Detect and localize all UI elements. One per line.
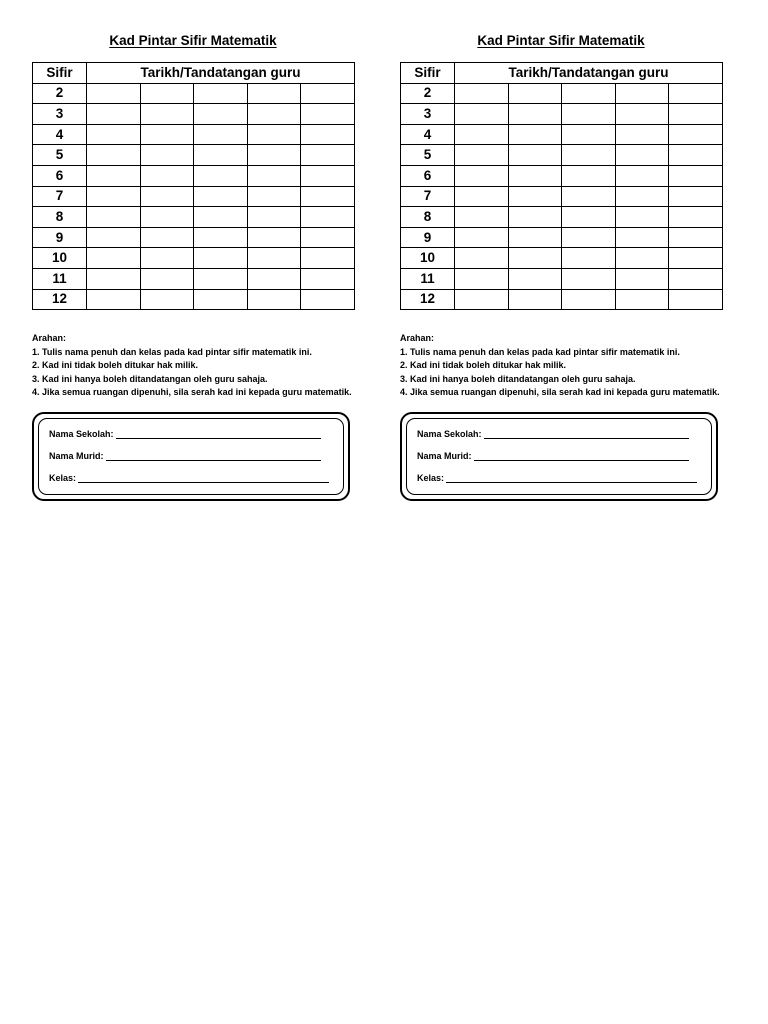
instructions xyxy=(32,332,354,400)
card-title xyxy=(400,32,722,52)
signature-cell[interactable] xyxy=(140,227,194,248)
signature-cell[interactable] xyxy=(455,268,509,289)
signature-cell[interactable] xyxy=(455,83,509,104)
signature-cell[interactable] xyxy=(669,104,723,125)
signature-cell[interactable] xyxy=(87,124,141,145)
signature-cell[interactable] xyxy=(455,227,509,248)
signature-cell[interactable] xyxy=(194,186,248,207)
signature-cell[interactable] xyxy=(508,289,562,310)
school-name-line[interactable] xyxy=(116,429,321,439)
signature-cell[interactable] xyxy=(87,268,141,289)
signature-cell[interactable] xyxy=(87,248,141,269)
instruction-item xyxy=(400,373,722,387)
school-name-label: Nama Sekolah: xyxy=(417,428,482,439)
sifir-number: 5 xyxy=(33,145,87,166)
table-row xyxy=(401,186,723,207)
signature-cell[interactable] xyxy=(562,268,616,289)
signature-cell[interactable] xyxy=(455,165,509,186)
signature-cell[interactable] xyxy=(669,207,723,228)
instructions-list xyxy=(400,346,722,400)
sifir-number: 11 xyxy=(33,268,87,289)
instruction-text: Kad ini hanya boleh ditandatangan oleh guru sahaja. xyxy=(42,373,268,384)
signature-cell[interactable] xyxy=(615,186,669,207)
sifir-number: 10 xyxy=(33,248,87,269)
card-title-text: Kad Pintar Sifir Matematik xyxy=(109,33,277,48)
signature-cell[interactable] xyxy=(247,207,301,228)
instructions-list xyxy=(32,346,354,400)
signature-cell[interactable] xyxy=(87,289,141,310)
signature-cell[interactable] xyxy=(140,268,194,289)
signature-cell[interactable] xyxy=(508,186,562,207)
instruction-number: 2. xyxy=(400,360,408,371)
signature-cell[interactable] xyxy=(455,207,509,228)
table-row xyxy=(401,248,723,269)
signature-cell[interactable] xyxy=(508,248,562,269)
signature-cell[interactable] xyxy=(87,83,141,104)
signature-cell[interactable] xyxy=(301,248,355,269)
signature-cell[interactable] xyxy=(247,165,301,186)
signature-cell[interactable] xyxy=(615,268,669,289)
sifir-number: 2 xyxy=(401,83,455,104)
signature-cell[interactable] xyxy=(615,207,669,228)
table-header-row xyxy=(33,63,355,84)
table-row xyxy=(401,104,723,125)
school-name-line[interactable] xyxy=(484,429,689,439)
class-field[interactable] xyxy=(49,473,329,483)
signature-cell[interactable] xyxy=(194,145,248,166)
signature-cell[interactable] xyxy=(87,186,141,207)
sifir-header: Sifir xyxy=(401,63,455,84)
signature-cell[interactable] xyxy=(140,104,194,125)
signature-cell[interactable] xyxy=(301,83,355,104)
table-row xyxy=(401,124,723,145)
table-row xyxy=(401,145,723,166)
sifir-number: 9 xyxy=(33,227,87,248)
signature-cell[interactable] xyxy=(455,145,509,166)
signature-cell[interactable] xyxy=(669,289,723,310)
signature-cell[interactable] xyxy=(508,207,562,228)
signature-cell[interactable] xyxy=(669,165,723,186)
signature-cell[interactable] xyxy=(562,248,616,269)
signature-cell[interactable] xyxy=(562,207,616,228)
signature-cell[interactable] xyxy=(562,165,616,186)
signature-cell[interactable] xyxy=(247,104,301,125)
instruction-item xyxy=(32,359,354,373)
signature-cell[interactable] xyxy=(140,124,194,145)
instruction-number: 4. xyxy=(400,387,408,398)
signature-cell[interactable] xyxy=(455,248,509,269)
signature-cell[interactable] xyxy=(508,268,562,289)
instruction-item xyxy=(32,373,354,387)
signature-cell[interactable] xyxy=(301,165,355,186)
signature-cell[interactable] xyxy=(140,186,194,207)
signature-cell[interactable] xyxy=(301,186,355,207)
signature-cell[interactable] xyxy=(615,289,669,310)
signature-cell[interactable] xyxy=(194,124,248,145)
instruction-item xyxy=(400,386,722,400)
signature-cell[interactable] xyxy=(194,248,248,269)
class-label: Kelas: xyxy=(417,472,445,483)
signature-cell[interactable] xyxy=(247,289,301,310)
signature-cell[interactable] xyxy=(669,186,723,207)
signature-cell[interactable] xyxy=(508,104,562,125)
signature-cell[interactable] xyxy=(615,104,669,125)
signature-cell[interactable] xyxy=(301,124,355,145)
signature-cell[interactable] xyxy=(301,145,355,166)
table-row xyxy=(33,186,355,207)
signature-cell[interactable] xyxy=(615,248,669,269)
sifir-number: 11 xyxy=(401,268,455,289)
table-row xyxy=(401,165,723,186)
signature-cell[interactable] xyxy=(301,268,355,289)
signature-cell[interactable] xyxy=(247,227,301,248)
table-row xyxy=(401,83,723,104)
student-name-line[interactable] xyxy=(474,451,689,461)
signature-cell[interactable] xyxy=(301,207,355,228)
signature-cell[interactable] xyxy=(194,289,248,310)
table-row xyxy=(33,124,355,145)
times-table-grid xyxy=(32,62,355,310)
signature-cell[interactable] xyxy=(87,165,141,186)
student-info-box xyxy=(32,412,350,501)
signature-cell[interactable] xyxy=(615,165,669,186)
table-row xyxy=(401,289,723,310)
table-row xyxy=(33,289,355,310)
signature-cell[interactable] xyxy=(247,268,301,289)
signature-cell[interactable] xyxy=(247,248,301,269)
times-table-grid xyxy=(400,62,723,310)
signature-cell[interactable] xyxy=(87,207,141,228)
instruction-item xyxy=(400,359,722,373)
class-line[interactable] xyxy=(446,473,697,483)
class-label: Kelas: xyxy=(49,472,77,483)
signature-cell[interactable] xyxy=(247,124,301,145)
sifir-header: Sifir xyxy=(33,63,87,84)
sifir-number: 6 xyxy=(33,165,87,186)
signature-cell[interactable] xyxy=(615,227,669,248)
sifir-number: 7 xyxy=(33,186,87,207)
signature-cell[interactable] xyxy=(301,227,355,248)
signature-cell[interactable] xyxy=(508,227,562,248)
class-line[interactable] xyxy=(78,473,329,483)
sifir-number: 5 xyxy=(401,145,455,166)
instruction-text: Kad ini hanya boleh ditandatangan oleh guru sahaja. xyxy=(410,373,636,384)
signature-cell[interactable] xyxy=(562,145,616,166)
table-row xyxy=(401,268,723,289)
signature-cell[interactable] xyxy=(562,186,616,207)
signature-cell[interactable] xyxy=(562,83,616,104)
instruction-number: 3. xyxy=(400,373,408,384)
signature-cell[interactable] xyxy=(140,207,194,228)
signature-cell[interactable] xyxy=(615,145,669,166)
student-name-line[interactable] xyxy=(106,451,321,461)
signature-cell[interactable] xyxy=(140,248,194,269)
sifir-number: 7 xyxy=(401,186,455,207)
card-title xyxy=(32,32,354,52)
student-info-inner-border xyxy=(406,418,712,495)
school-name-label: Nama Sekolah: xyxy=(49,428,114,439)
signature-cell[interactable] xyxy=(508,124,562,145)
signature-cell[interactable] xyxy=(87,227,141,248)
instruction-number: 1. xyxy=(400,346,408,357)
signature-cell[interactable] xyxy=(562,104,616,125)
school-name-field[interactable] xyxy=(49,429,321,439)
signature-cell[interactable] xyxy=(194,227,248,248)
signature-cell[interactable] xyxy=(140,83,194,104)
sifir-number: 6 xyxy=(401,165,455,186)
signature-cell[interactable] xyxy=(562,227,616,248)
student-name-field[interactable] xyxy=(49,451,321,461)
signature-header: Tarikh/Tandatangan guru xyxy=(87,63,355,84)
signature-cell[interactable] xyxy=(247,83,301,104)
signature-cell[interactable] xyxy=(301,104,355,125)
table-row xyxy=(33,248,355,269)
signature-cell[interactable] xyxy=(194,83,248,104)
student-info-inner-border xyxy=(38,418,344,495)
instruction-text: Kad ini tidak boleh ditukar hak milik. xyxy=(410,360,567,371)
signature-cell[interactable] xyxy=(194,268,248,289)
instruction-number: 2. xyxy=(32,360,40,371)
signature-cell[interactable] xyxy=(669,227,723,248)
instruction-number: 3. xyxy=(32,373,40,384)
signature-cell[interactable] xyxy=(669,248,723,269)
sifir-number: 10 xyxy=(401,248,455,269)
signature-cell[interactable] xyxy=(194,165,248,186)
signature-cell[interactable] xyxy=(455,186,509,207)
instruction-text: Jika semua ruangan dipenuhi, sila serah kad ini kepada guru matematik. xyxy=(42,387,352,398)
instruction-number: 1. xyxy=(32,346,40,357)
signature-cell[interactable] xyxy=(140,289,194,310)
table-row xyxy=(33,145,355,166)
signature-cell[interactable] xyxy=(455,289,509,310)
table-row xyxy=(33,268,355,289)
sifir-number: 2 xyxy=(33,83,87,104)
table-row xyxy=(33,104,355,125)
smart-card-left xyxy=(32,32,354,501)
signature-cell[interactable] xyxy=(87,145,141,166)
student-name-field[interactable] xyxy=(417,451,689,461)
table-row xyxy=(33,83,355,104)
signature-cell[interactable] xyxy=(562,124,616,145)
table-row xyxy=(33,165,355,186)
table-row xyxy=(401,227,723,248)
sifir-number: 12 xyxy=(401,289,455,310)
instruction-text: Tulis nama penuh dan kelas pada kad pintar sifir matematik ini. xyxy=(410,346,680,357)
instructions-heading: Arahan: xyxy=(400,333,435,344)
signature-cell[interactable] xyxy=(455,124,509,145)
sifir-number: 3 xyxy=(33,104,87,125)
signature-cell[interactable] xyxy=(615,124,669,145)
signature-cell[interactable] xyxy=(247,145,301,166)
signature-cell[interactable] xyxy=(301,289,355,310)
sifir-number: 4 xyxy=(33,124,87,145)
signature-cell[interactable] xyxy=(669,145,723,166)
instruction-item xyxy=(400,346,722,360)
table-header-row xyxy=(401,63,723,84)
instructions xyxy=(400,332,722,400)
signature-header: Tarikh/Tandatangan guru xyxy=(455,63,723,84)
instruction-item xyxy=(32,386,354,400)
class-field[interactable] xyxy=(417,473,697,483)
instruction-text: Kad ini tidak boleh ditukar hak milik. xyxy=(42,360,199,371)
signature-cell[interactable] xyxy=(455,104,509,125)
signature-cell[interactable] xyxy=(615,83,669,104)
signature-cell[interactable] xyxy=(87,104,141,125)
signature-cell[interactable] xyxy=(247,186,301,207)
student-name-label: Nama Murid: xyxy=(49,450,104,461)
instructions-heading: Arahan: xyxy=(32,333,67,344)
table-row xyxy=(33,207,355,228)
signature-cell[interactable] xyxy=(140,145,194,166)
sifir-number: 8 xyxy=(401,207,455,228)
school-name-field[interactable] xyxy=(417,429,689,439)
table-row xyxy=(33,227,355,248)
smart-card-right xyxy=(400,32,722,501)
signature-cell[interactable] xyxy=(508,165,562,186)
signature-cell[interactable] xyxy=(508,145,562,166)
instruction-number: 4. xyxy=(32,387,40,398)
sifir-number: 8 xyxy=(33,207,87,228)
signature-cell[interactable] xyxy=(140,165,194,186)
signature-cell[interactable] xyxy=(194,104,248,125)
instruction-item xyxy=(32,346,354,360)
signature-cell[interactable] xyxy=(194,207,248,228)
signature-cell[interactable] xyxy=(669,83,723,104)
sifir-number: 3 xyxy=(401,104,455,125)
signature-cell[interactable] xyxy=(669,268,723,289)
student-info-box xyxy=(400,412,718,501)
card-title-text: Kad Pintar Sifir Matematik xyxy=(477,33,645,48)
signature-cell[interactable] xyxy=(562,289,616,310)
sifir-number: 9 xyxy=(401,227,455,248)
instruction-text: Tulis nama penuh dan kelas pada kad pintar sifir matematik ini. xyxy=(42,346,312,357)
student-name-label: Nama Murid: xyxy=(417,450,472,461)
signature-cell[interactable] xyxy=(508,83,562,104)
sifir-number: 4 xyxy=(401,124,455,145)
sifir-number: 12 xyxy=(33,289,87,310)
table-row xyxy=(401,207,723,228)
instruction-text: Jika semua ruangan dipenuhi, sila serah kad ini kepada guru matematik. xyxy=(410,387,720,398)
signature-cell[interactable] xyxy=(669,124,723,145)
